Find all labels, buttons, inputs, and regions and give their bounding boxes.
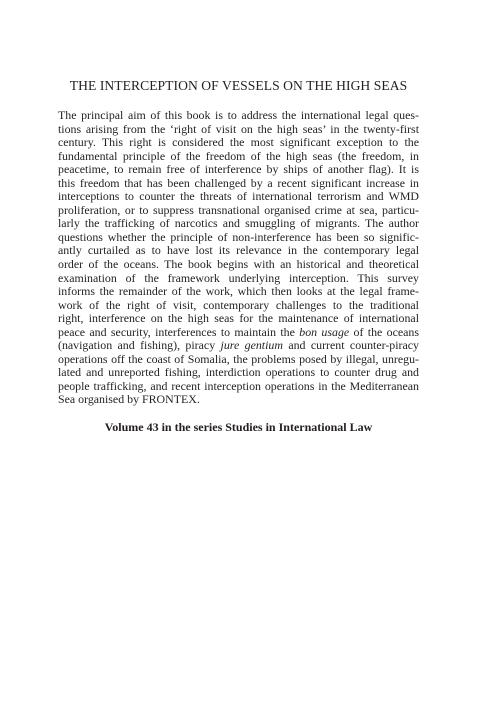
- blurb-line: Sea organised by FRONTEX.: [58, 393, 200, 407]
- blurb-line: people trafficking, and recent interception operations in the Mediterranean: [58, 379, 419, 393]
- blurb-line: proliferation, or to suppress transnational organised crime at sea, particu-: [58, 203, 419, 217]
- blurb-line: operations off the coast of Somalia, the problems posed by illegal, unregu-: [58, 352, 419, 366]
- blurb-line: questions whether the principle of non-interference has been so signific-: [58, 230, 419, 244]
- page-content: [58, 78, 419, 435]
- blurb-line: right, interference on the high seas for the maintenance of international: [58, 312, 419, 326]
- blurb-line: informs the remainder of the work, which then looks at the legal frame-: [58, 285, 419, 299]
- blurb-line: work of the right of visit, contemporary challenges to the traditional: [58, 298, 419, 312]
- book-title: THE INTERCEPTION OF VESSELS ON THE HIGH SEAS: [69, 78, 408, 93]
- blurb-line: century. This right is considered the most significant exception to the: [58, 136, 419, 150]
- blurb-line: lated and unreported fishing, interdiction operations to counter drug and: [58, 366, 419, 380]
- blurb-line: peacetime, to remain free of interference by ships of another flag). It is: [58, 163, 419, 177]
- blurb-text: of the oceans: [349, 325, 419, 339]
- italic-term: jure gentium: [220, 339, 283, 353]
- blurb-line: this freedom that has been challenged by a recent significant increase in: [58, 176, 419, 190]
- blurb-line: [58, 326, 419, 340]
- italic-term: bon usage: [299, 325, 350, 339]
- blurb-line: interceptions to counter the threats of international terrorism and WMD: [58, 190, 419, 204]
- blurb-line: order of the oceans. The book begins with an historical and theoretical: [58, 258, 419, 272]
- blurb-line: examination of the framework underlying interception. This survey: [58, 271, 419, 285]
- blurb-line: The principal aim of this book is to address the international legal ques-: [58, 109, 419, 122]
- blurb-line: tions arising from the ‘right of visit on the high seas’ in the twenty-first: [58, 122, 419, 136]
- blurb-line: fundamental principle of the freedom of the high seas (the freedom, in: [58, 149, 419, 163]
- blurb-text: and current counter-piracy: [282, 339, 419, 353]
- series-note: Volume 43 in the series Studies in International Law: [104, 420, 373, 435]
- blurb-text: peace and security, interferences to maintain the: [58, 325, 300, 339]
- blurb-line: larly the trafficking of narcotics and smuggling of migrants. The author: [58, 217, 419, 231]
- blurb-paragraph: [58, 109, 419, 407]
- blurb-text: (navigation and fishing), piracy: [58, 339, 221, 353]
- blurb-line: [58, 339, 419, 353]
- blurb-line: antly curtailed as to have lost its relevance in the contemporary legal: [58, 244, 419, 258]
